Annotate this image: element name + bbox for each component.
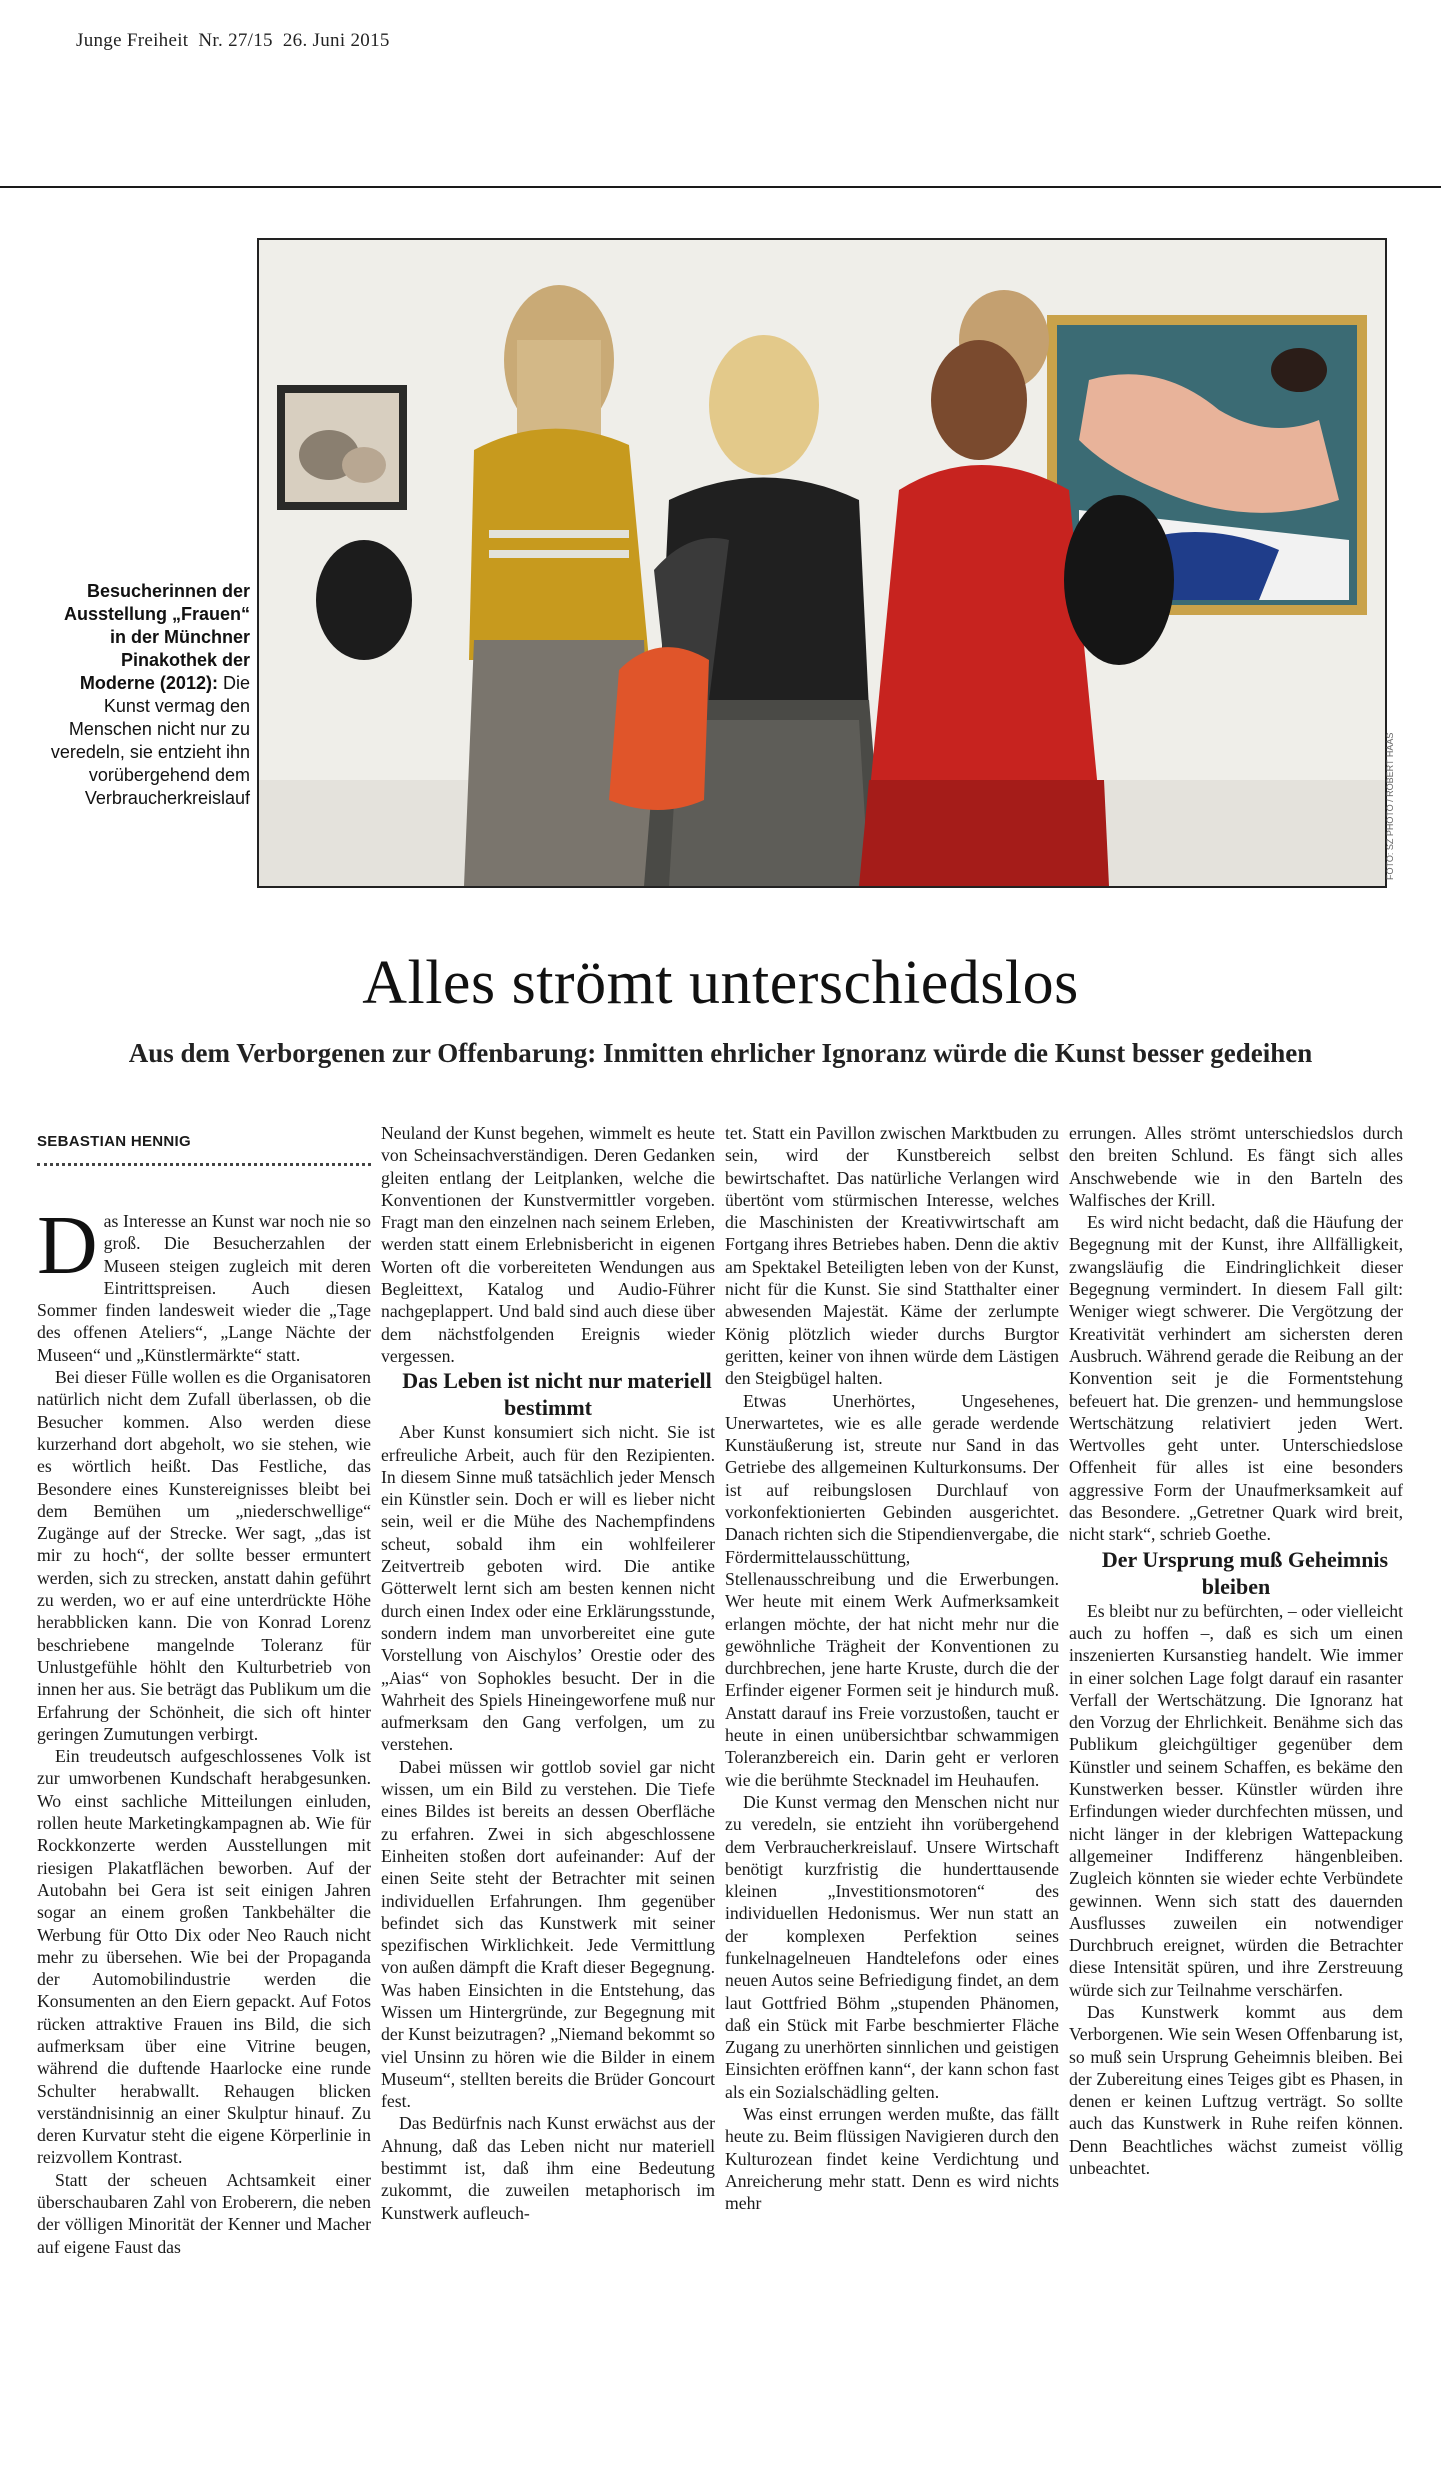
article-photo [257,238,1387,888]
drop-cap: D [37,1210,98,1292]
article-paragraph: Etwas Unerhörtes, Ungesehenes, Unerwartetes, wie es alle gerade werdende Kunstäußerung ist, streute nur Sand in das Getriebe des allgemeinen Kulturkonsums. Der ist auf reibungslosen Durchlauf von vorkonfektionierten Gebinden ausgerichtet. Danach richten sich die Stipendienvergabe, die Fördermittelausschüttung, Stellenausschreibung und die Erwerbungen. Wer heute mit einem Werk Aufmerksamkeit erlangen möchte, der hat nicht mehr nur die gewöhnliche Trägheit der Konventionen zu durchbrechen, jene harte Kruste, durch die der Erfinder eigener Formen seit je hindurch muß. Anstatt darauf ins Freie vorzustoßen, taucht er heute in einen unübersichtbar schwammigen Toleranzbereich ein. Darin geht er verloren wie die berühmte Stecknadel im Heuhaufen. [725,1390,1059,1790]
article-paragraph: Aber Kunst konsumiert sich nicht. Sie ist erfreuliche Arbeit, auch für den Rezipienten. In diesem Sinne muß tatsächlich jeder Mensch ein Künstler sein. Doch er will es lieber nicht sein, weil er die Mühe des Nachempfindens scheut, sobald ihm ein wohlfeilerer Zeitvertreib geboten wird. Die antike Götterwelt lernt sich am besten kennen nicht durch einen Index oder eine Erklärungsstunde, sondern indem man unvorbereitet eine gute Vorstellung von Aischylos’ Orestie oder des „Aias“ von Sophokles besucht. Der in die Wahrheit des Spiels Hineingeworfene muß nur aufmerksam den Gang verfolgen, um zu verstehen. [381,1422,715,1755]
subheadline: Aus dem Verborgenen zur Offenbarung: Inmitten ehrlicher Ignoranz würde die Kunst besser gedeihen [128,1038,1313,1068]
photo-caption [50,580,250,810]
header-rule [0,186,1441,188]
article-paragraph: Es wird nicht bedacht, daß die Häufung der Begegnung mit der Kunst, ihre Allfälligkeit, zwangsläufig die Eindringlichkeit dieser Begegnung vermindert. In diesem Fall gilt: Weniger wiegt schwerer. Die Vergötzung der Kreativität verhindert am sichersten deren Ausbruch. Während gerade die Reibung an der Konvention seit je die Formentstehung befeuert hat. Die grenzen- und hemmungslose Wertschätzung relativiert jeden Wert. Wertvolles geht unter. Unterschiedslose Offenheit für alles ist eine besonders aggressive Form der Unaufmerksamkeit auf das Besondere. „Getretner Quark wird breit, nicht stark“, schrieb Goethe. [1069,1212,1403,1545]
article-column-2 [381,1122,715,2455]
article-column-4 [1069,1122,1403,2455]
article-paragraph: Ein treudeutsch aufgeschlossenes Volk ist zur umworbenen Kundschaft herabgesunken. Wo einst sachliche Mitteilungen einluden, rollen heute Marketingkampagnen ab. Wie für Rockkonzerte werden Ausstellungen mit riesigen Plakatflächen beworben. Auf der Autobahn bei Gera ist seit einigen Jahren sogar an einem großen Tankbehälter die Werbung für Otto Dix oder Neo Rauch nicht mehr zu übersehen. Wie bei der Propaganda der Automobilindustrie werden die Konsumenten an den Eiern gepackt. Auf Fotos rücken attraktive Frauen ins Bild, die sich aufmerksam über eine Vitrine beugen, während die duftende Haarlocke eine runde Schulter herabwallt. Rehaugen blicken verständnisinnig an einer Skulptur hinauf. Zu deren Kurvatur steht die eigene Körperlinie in reizvollem Kontrast. [37,1746,371,2168]
article-column-3 [725,1122,1059,2455]
article-paragraph: Das Kunstwerk kommt aus dem Verborgenen. Wie sein Wesen Offenbarung ist, so muß sein Ursprung Geheimnis bleiben. Bei der Zubereitung eines Teiges gibt es Phasen, in denen er keinen Luftzug verträgt. So sollte auch das Kunstwerk in Ruhe reifen können. Denn Beachtliches wächst zumeist völlig unbeachtet. [1069,2001,1403,2179]
publication-name: Junge Freiheit [76,30,189,51]
article-paragraph: Bei dieser Fülle wollen es die Organisatoren natürlich nicht dem Zufall überlassen, ob die Besucher kommen. Also werden diese kurzerhand dort abgeholt, wo sie stehen, wie es wörtlich heißt. Das Festliche, das Besondere eines Kunstereignisses bleibt bei dem Bemühen um „niederschwellige“ Zugänge auf der Strecke. Wer sagt, „das ist mir zu hoch“, der sollte besser ermuntert werden, sich zu strecken, anstatt dahin geführt zu werden, wo er auf eine unterdrückte Höhe herabblicken kann. Die von Konrad Lorenz beschriebene mangelnde Toleranz für Unlustgefühle höhlt den Kulturbetrieb von innen her aus. Sie beträgt das Publikum um die Erfahrung der Schönheit, die sich oft hinter geringen Zumutungen verbirgt. [37,1367,371,1744]
article-paragraph: Die Kunst vermag den Menschen nicht nur zu veredeln, sie entzieht ihn vorübergehend dem Verbraucherkreislauf. Unsere Wirtschaft benötigt kurzfristig die hunderttausende kleinen „Investitionsmotoren“ des individuellen Hedonismus. Wer nun statt an der komplexen Perfektion seines funkelnagelneuen Handtelefons oder eines neuen Autos seine Befriedigung findet, an dem laut Gottfried Böhm „stupenden Phänomen, daß ein Stück mit Farbe beschmierter Fläche Zugang zu unerhörten sinnlichen und geistigen Einsichten eröffnen kann“, der kann schon fast als ein Sozialschädling gelten. [725,1791,1059,2102]
caption-bold: Besucherinnen der Ausstellung „Frauen“ in der Münchner Pinakothek der Moderne (2012): [63,581,250,693]
section-subhead: Der Ursprung muß Geheimnis bleiben [1101,1546,1389,1599]
article-paragraph: Neuland der Kunst begehen, wimmelt es heute von Scheinsachverständigen. Deren Gedanken gleiten entlang der Leitplanken, welche die Konventionen der Kunstvermittler vorgeben. Fragt man den einzelnen nach seinem Erleben, werden statt einem Erlebnisbericht in eigenen Worten oft die vorbereiteten Wendungen aus Begleittext, Katalog und Audio-Führer nachgeplappert. Und bald sind auch diese über dem nächstfolgenden Ereignis wieder vergessen. [381,1123,715,1366]
article-paragraph: tet. Statt ein Pavillon zwischen Marktbuden zu sein, wird der Kunstbereich selbst bewirtschaftet. Das natürliche Verlangen wird übertönt vom stürmischen Interesse, welches die Maschinisten der Kreativwirtschaft am Fortgang ihres Betriebes haben. Denn die aktiv am Spektakel Beteiligten leben von der Kunst, nicht für die Kunst. Sie sind Statthalter einer abwesenden Majestät. Käme der zerlumpte König plötzlich wieder durchs Burgtor geritten, keiner von ihnen würde dem Lästigen den Steigbügel halten. [725,1123,1059,1389]
article-paragraph: Das Interesse an Kunst war noch nie so groß. Die Besucherzahlen der Museen steigen zugleich mit deren Eintrittspreisen. Auch diesen Sommer finden landesweit wieder die „Tage des offenen Ateliers“, „Lange Nächte der Museen“ und „Künstlermärkte“ statt. [37,1210,371,1365]
masthead [76,30,400,52]
article-paragraph: Es bleibt nur zu befürchten, – oder vielleicht auch zu hoffen –, daß es sich um einen inszenierten Kursanstieg handelt. Wie immer in einer solchen Lage folgt darauf ein rasanter Verfall der Wertschätzung. Die Ignoranz hat den Vorzug der Ehrlichkeit. Benähme sich das Publikum gleichgültiger gegenüber dem Künstler und seinem Schaffen, es bekäme den Kunstwerken besser. Künstler würden ihre Erfindungen wieder durchfechten müssen, und nicht länger in der klebrigen Wattepackung allgemeiner Indifferenz hängenbleiben. Zugleich könnten sie wieder echte Verbündete gewinnen. Wenn sich statt des dauernden Ausflusses zuweilen ein notwendiger Durchbruch ereignet, würden die Betrachter diese Intensität spüren, und ihre Zerstreuung würde sich zur Teilnahme verschärfen. [1069,1600,1403,2000]
issue-date: 26. Juni 2015 [282,30,390,51]
section-subhead: Das Leben ist nicht nur materiell bestimmt [402,1368,712,1421]
photo-credit: FOTO: SZ PHOTO / ROBERT HAAS [1385,732,1395,880]
article-paragraph: Dabei müssen wir gottlob soviel gar nicht wissen, um ein Bild zu verstehen. Die Tiefe eines Bildes ist bereits an dessen Oberfläche zu erfahren. Zwei in sich abgeschlossene Einheiten stoßen dort aufeinander: Auf der einen Seite steht der Betrachter mit seinen individuellen Erfahrungen. Ihm gegenüber befindet sich das Kunstwerk mit seiner spezifischen Wirklichkeit. Jede Vermittlung von außen dämpft die Kraft dieser Begegnung. Was haben Einsichten in die Entstehung, das Wissen um Hintergründe, zur Begegnung mit der Kunst beizutragen? „Niemand bekommt so viel Unsinn zu hören wie die Bilder in einem Museum“, stellten bereits die Brüder Goncourt fest. [381,1756,715,2112]
headline: Alles strömt unterschiedslos [362,949,1079,1017]
article-paragraph: Statt der scheuen Achtsamkeit einer überschaubaren Zahl von Eroberern, die neben der völligen Minorität der Kenner und Macher auf eigene Faust das [37,2169,371,2257]
article-paragraph: Was einst errungen werden mußte, das fällt heute zu. Beim flüssigen Navigieren durch den Kulturozean findet keine Verdichtung und Anreicherung mehr statt. Denn es wird nichts mehr [725,2104,1059,2214]
museum-visitors-illustration [259,240,1385,886]
issue-number: Nr. 27/15 [198,30,273,51]
article-column-1 [37,1210,371,2455]
article-paragraph: Das Bedürfnis nach Kunst erwächst aus der Ahnung, daß das Leben nicht nur materiell bestimmt ist, daß ihm eine Bedeutung zukommt, die zuweilen metaphorisch im Kunstwerk aufleuch- [381,2113,715,2223]
author-byline: SEBASTIAN HENNIG [37,1133,191,1150]
byline-divider [37,1163,371,1166]
article-paragraph: errungen. Alles strömt unterschiedslos durch den breiten Schlund. Es fängt sich alles Anschwebende wie in den Barteln des Walfisches der Krill. [1069,1123,1403,1210]
caption-text: Die Kunst vermag den Menschen nicht nur zu veredeln, sie entzieht ihn vorübergehend dem Verbraucherkreislauf [50,673,250,808]
